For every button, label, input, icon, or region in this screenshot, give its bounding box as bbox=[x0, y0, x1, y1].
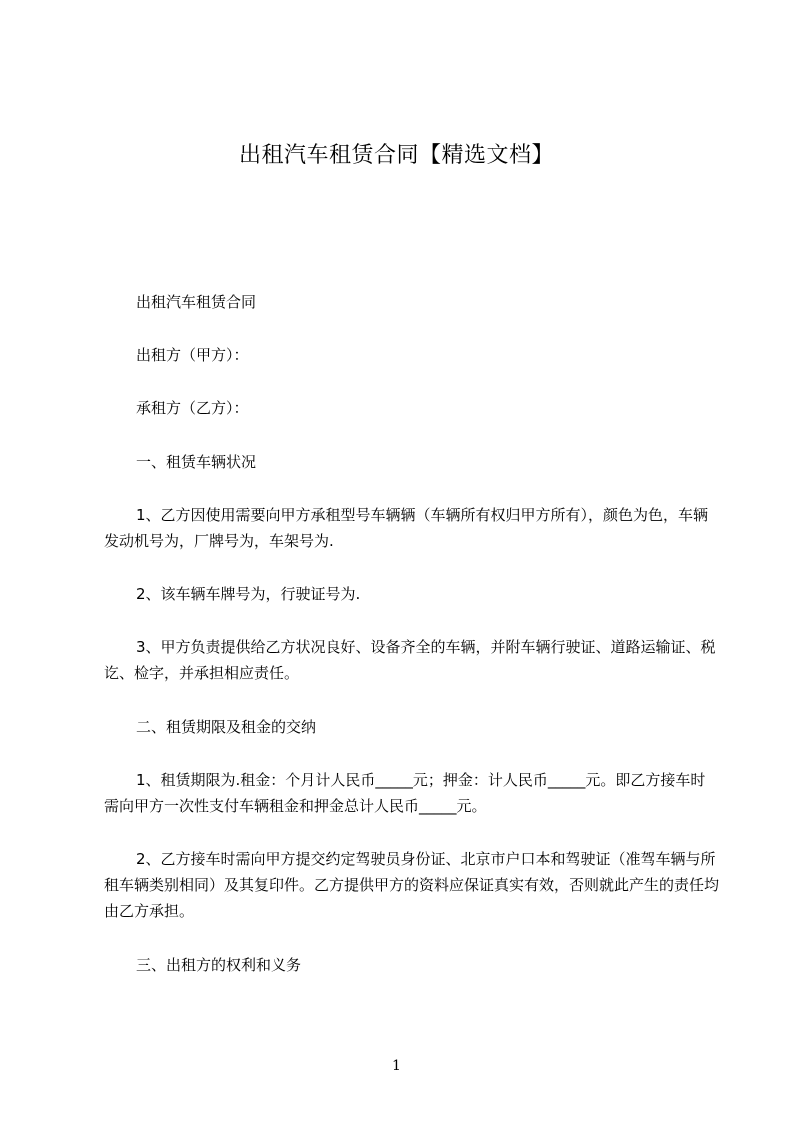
section-heading-term-rent: 二、租赁期限及租金的交纳 bbox=[136, 718, 317, 736]
clause-1-3: 3、甲方负责提供给乙方状况良好、设备齐全的车辆，并附车辆行驶证、道路运输证、税讫、检字，并承担相应责任。 bbox=[104, 638, 716, 682]
page-number: 1 bbox=[392, 1058, 401, 1074]
clause-2-2: 2、乙方接车时需向甲方提交约定驾驶员身份证、北京市户口本和驾驶证（准驾车辆与所租车辆类别相同）及其复印件。乙方提供甲方的资料应保证真实有效，否则就此产生的责任均由乙方承担。 bbox=[104, 850, 720, 920]
section-heading-vehicle: 一、租赁车辆状况 bbox=[136, 453, 257, 471]
clause-2-1: 1、租赁期限为.租金：个月计人民币_____元；押金：计人民币_____元。即乙方接车时需向甲方一次性支付车辆租金和押金总计人民币_____元。 bbox=[104, 771, 706, 815]
lessor-line: 出租方（甲方）： bbox=[136, 346, 249, 364]
clause-1-1: 1、乙方因使用需要向甲方承租型号车辆辆（车辆所有权归甲方所有），颜色为色，车辆发动机号为，厂牌号为，车架号为. bbox=[104, 506, 709, 550]
document-title: 出租汽车租赁合同【精选文档】 bbox=[238, 143, 554, 168]
contract-heading: 出租汽车租赁合同 bbox=[136, 293, 257, 311]
lessee-line: 承租方（乙方）： bbox=[136, 399, 249, 417]
section-heading-lessor-rights: 三、出租方的权利和义务 bbox=[136, 956, 302, 974]
clause-1-2: 2、该车辆车牌号为，行驶证号为. bbox=[136, 585, 361, 603]
